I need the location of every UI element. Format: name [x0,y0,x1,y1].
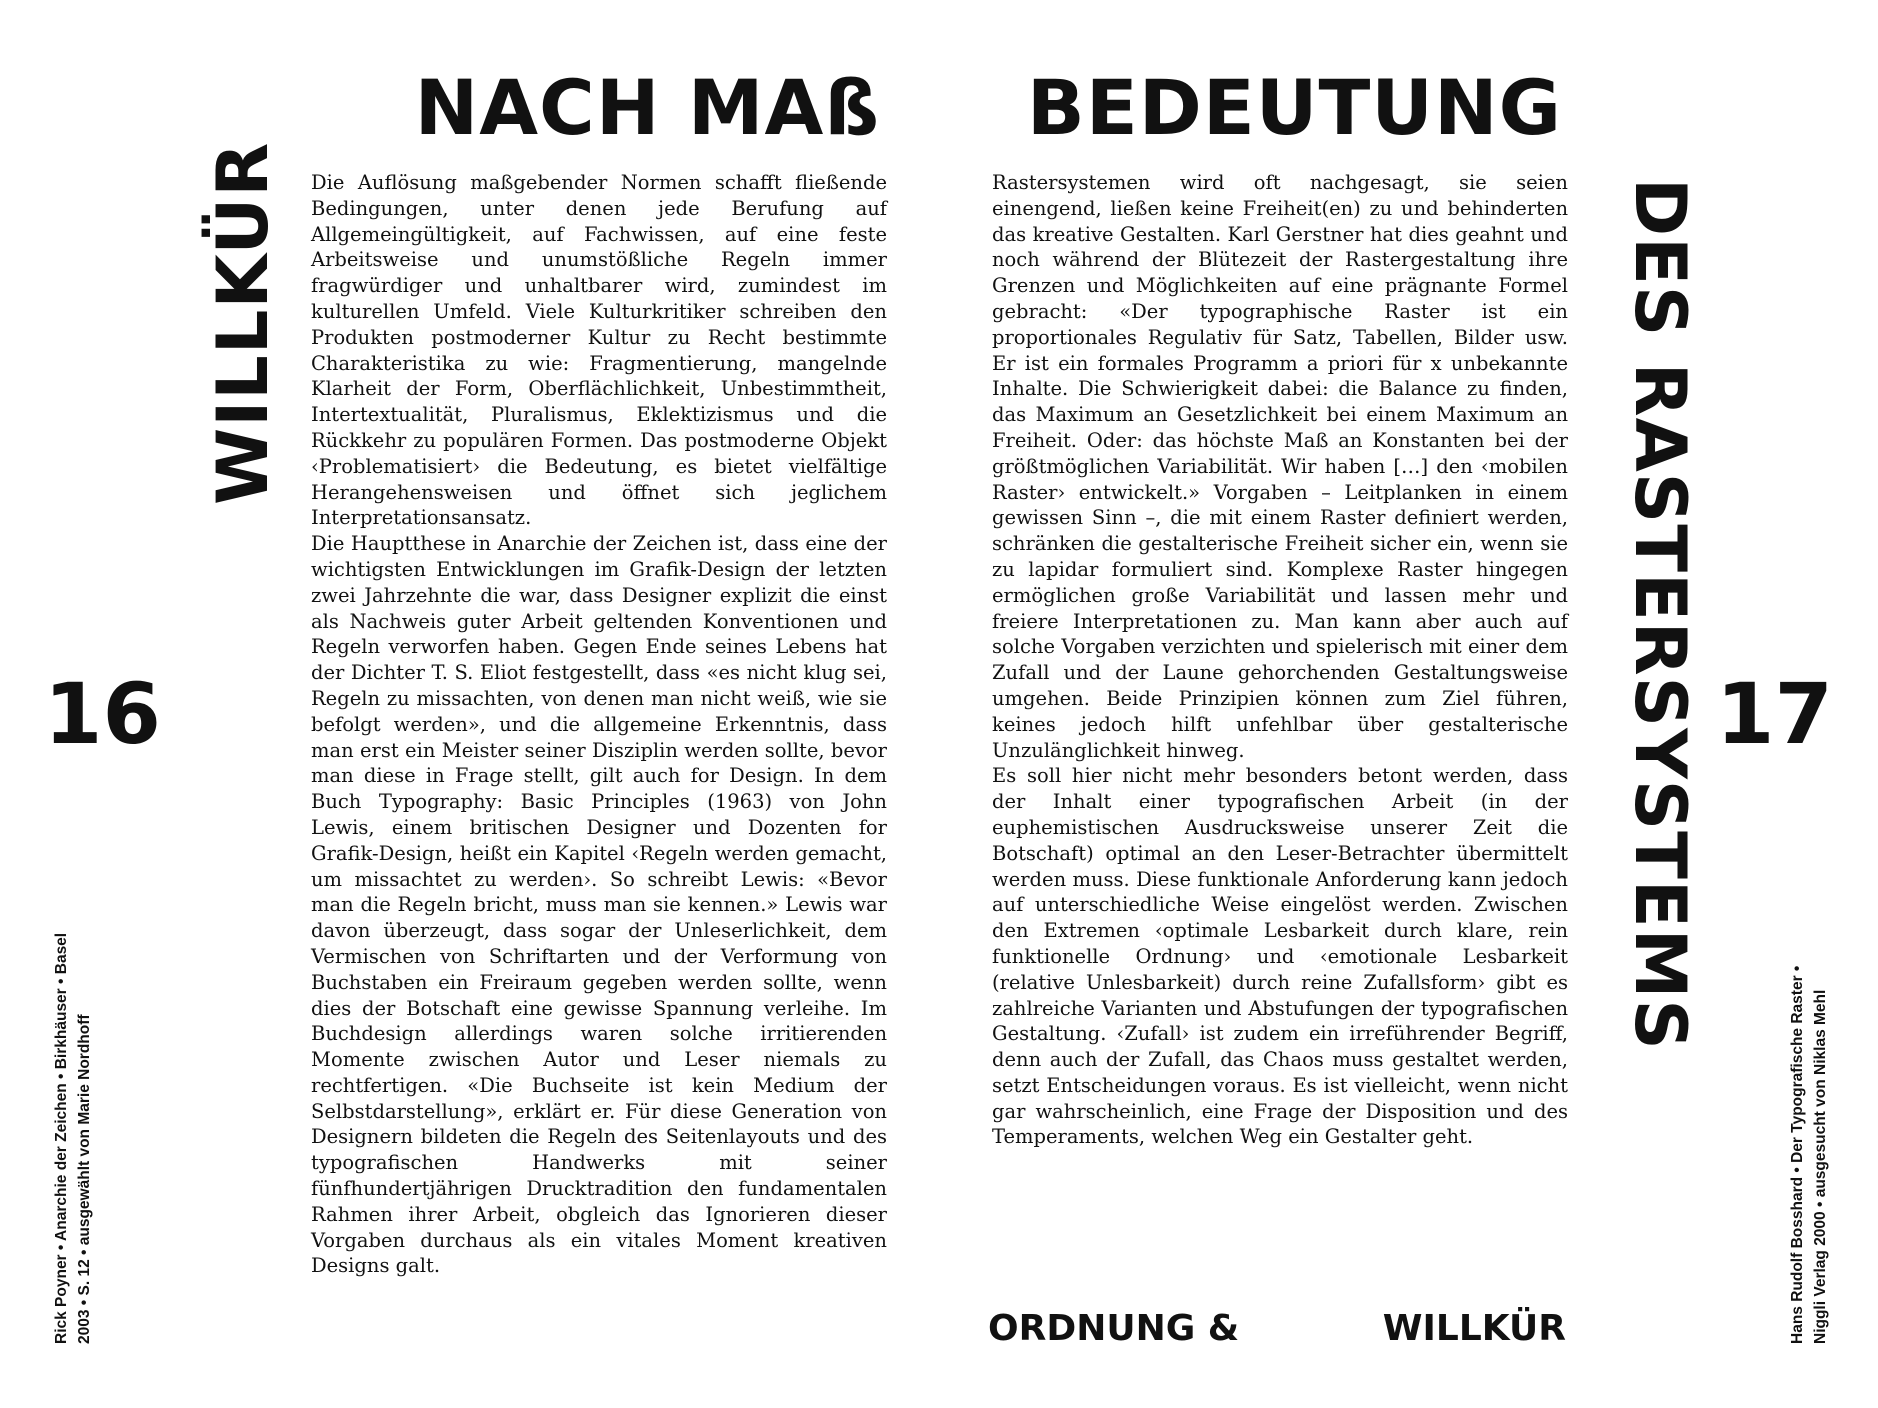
page-number-left: 16 [44,665,161,763]
credit-right-line-1: Hans Rudolf Bosshard • Der Typografische Raster • [1789,965,1806,1344]
right-text-column [992,170,1568,1150]
credit-right [1786,966,1832,1344]
left-text-column [311,170,887,1279]
left-paragraph-2: Die Hauptthese in Anarchie der Zeichen ist, dass eine der wichtigsten Entwicklungen im Grafik-Design der letzten zwei Jahrzehnte die war, dass Designer explizit die einst als Nachweis guter Arbeit geltenden Konventionen und Regeln verworfen haben. Gegen Ende seines Lebens hat der Dichter T. S. Eliot festgestellt, dass «es nicht klug sei, Regeln zu missachten, von denen man nicht weiß, wie sie befolgt werden», und die allgemeine Erkenntnis, dass man erst ein Meister seiner Disziplin werden sollte, bevor man diese in Frage stellt, gilt auch for Design. In dem Buch Typography: Basic Principles (1963) von John Lewis, einem britischen Designer und Dozenten for Grafik-Design, heißt ein Kapitel ‹Regeln werden gemacht, um missachtet zu werden›. So schreibt Lewis: «Bevor man die Regeln bricht, muss man sie kennen.» Lewis war davon überzeugt, dass sogar der Unleserlichkeit, dem Vermischen von Schriftarten und der Verformung von Buchstaben ein Freiraum gegeben werden sollte, wenn dies der Botschaft eine gewisse Spannung verleihe. Im Buchdesign allerdings waren solche irritierenden Momente zwischen Autor und Leser niemals zu rechtfertigen. «Die Buchseite ist kein Medium der Selbstdarstellung», erklärt er. Für diese Generation von Designern bildeten die Regeln des Seitenlayouts und des typografischen Handwerks mit seiner fünfhundertjährigen Drucktradition den fundamentalen Rahmen ihrer Arbeit, obgleich das Ignorieren dieser Vorgaben durchaus als ein vitales Moment kreativen Designs galt. [311,532,887,1278]
vertical-word-right: DES RASTERSYSTEMS [1619,178,1701,1051]
right-paragraph-1: Rastersystemen wird oft nachgesagt, sie seien einengend, ließen keine Freiheit(en) zu und behinderten das kreative Gestalten. Karl Gerstner hat dies geahnt und noch während der Blütezeit der Rastergestaltung ihre Grenzen und Möglichkeiten auf eine prägnante Formel gebracht: «Der typographische Raster ist ein proportionales Regulativ für Satz, Tabellen, Bilder usw. Er ist ein formales Programm a priori für x unbekannte Inhalte. Die Schwierigkeit dabei: die Balance zu finden, das Maximum an Gesetzlichkeit bei einem Maximum an Freiheit. Oder: das höchste Maß an Konstanten bei der größtmöglichen Variabilität. Wir haben […] den ‹mobilen Raster› entwickelt.» Vorgaben – Leitplanken in einem gewissen Sinn –, die mit einem Raster definiert werden, schränken die gestalterische Freiheit sicher ein, wenn sie zu lapidar formuliert sind. Komplexe Raster hingegen ermöglichen große Variabilität und lassen mehr und freiere Interpretationen zu. Man kann aber auch auf solche Vorgaben verzichten und spielerisch mit einer dem Zufall und der Laune gehorchenden Gestaltungsweise umgehen. Beide Prinzipien können zum Ziel führen, keines jedoch hilft unfehlbar über gestalterische Unzulänglichkeit hinweg. [992,171,1568,762]
left-paragraph-1: Die Auflösung maßgebender Normen schafft fließende Bedingungen, unter denen jede Berufung auf Allgemeingültigkeit, auf Fachwissen, auf eine feste Arbeitsweise und unumstößliche Regeln immer fragwürdiger und unhaltbarer wird, zumindest im kulturellen Umfeld. Viele Kulturkritiker schreiben den Produkten postmoderner Kultur zu Recht bestimmte Charakteristika zu wie: Fragmentierung, mangelnde Klarheit der Form, Oberflächlichkeit, Unbestimmtheit, Intertextualität, Pluralismus, Eklektizismus und die Rückkehr zu populären Formen. Das postmoderne Objekt ‹Problematisiert› die Bedeutung, es bietet vielfältige Herangehensweisen und öffnet sich jeglichem Interpretationsansatz. [311,171,887,530]
headline-left: NACH MAß [414,63,880,152]
credit-left [50,933,96,1344]
credit-left-line-2: 2003 • S. 12 • ausgewählt von Marie Nordhoff [76,1014,93,1344]
credit-left-line-1: Rick Poyner • Anarchie der Zeichen • Birkhäuser • Basel [53,932,70,1344]
right-paragraph-2: Es soll hier nicht mehr besonders betont werden, dass der Inhalt einer typografischen Arbeit (in der euphemistischen Ausdrucksweise unserer Zeit die Botschaft) optimal an den Leser-Betrachter übermittelt werden muss. Diese funktionale Anforderung kann jedoch auf unterschiedliche Weise eingelöst werden. Zwischen den Extremen ‹optimale Lesbarkeit durch klare, rein funktionelle Ordnung› und ‹emotionale Lesbarkeit (relative Unlesbarkeit) durch reine Zufallsform› gibt es zahlreiche Varianten und Abstufungen der typografischen Gestaltung. ‹Zufall› ist zudem ein irreführender Begriff, denn auch der Zufall, das Chaos muss gestaltet werden, setzt Entscheidungen voraus. Es ist vielleicht, wenn nicht gar wahrscheinlich, eine Frage der Disposition und des Temperaments, welchen Weg ein Gestalter geht. [992,764,1568,1149]
footer-word-right: WILLKÜR [1382,1308,1566,1349]
credit-right-line-2: Niggli Verlag 2000 • ausgesucht von Niklas Mehl [1812,989,1829,1344]
vertical-word-left: WILLKÜR [202,141,284,505]
footer-word-left: ORDNUNG & [988,1308,1240,1349]
page-number-right: 17 [1716,665,1833,763]
headline-right: BEDEUTUNG [1026,63,1562,152]
